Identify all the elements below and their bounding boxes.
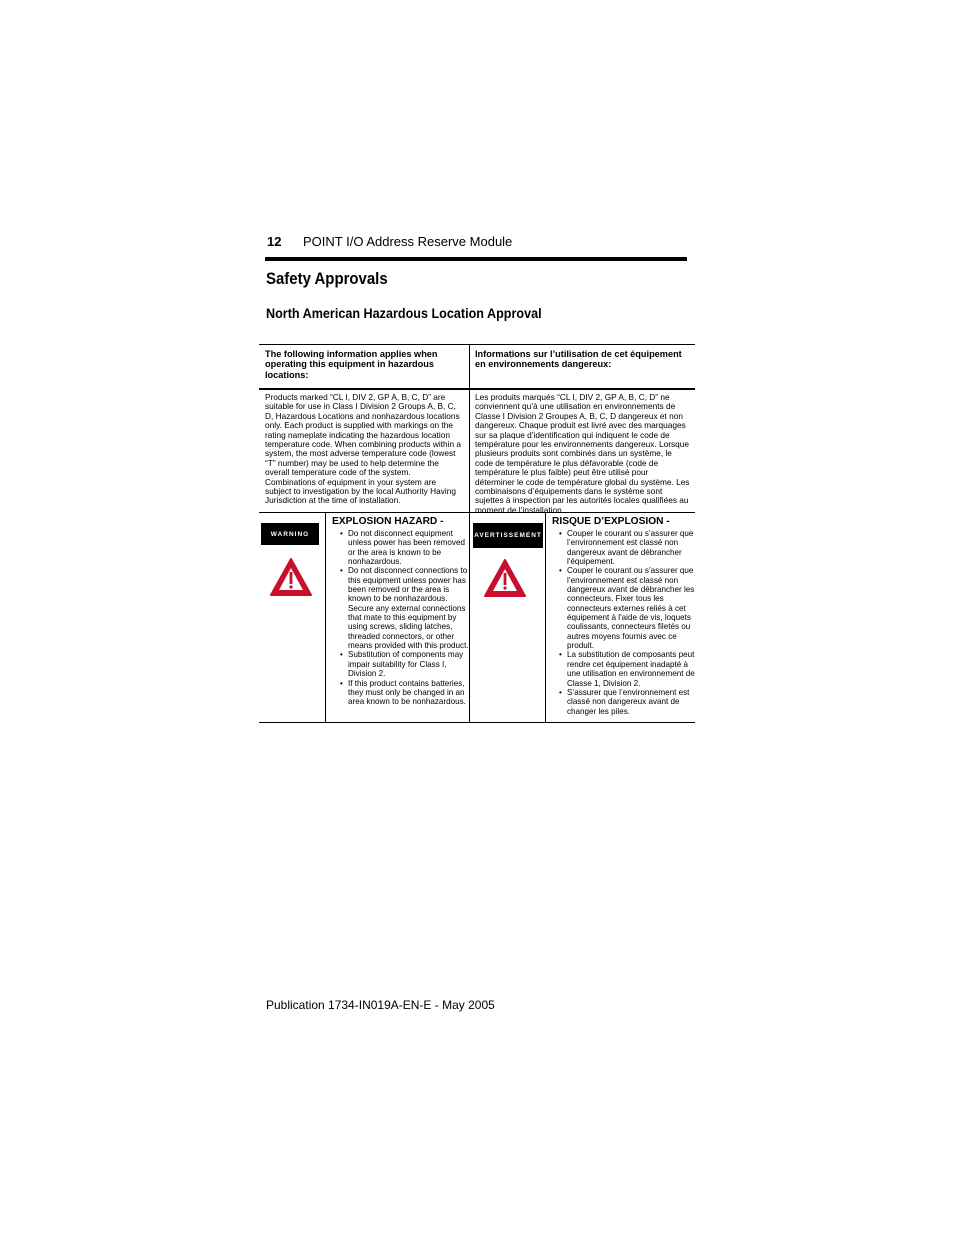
en-hazard-title: EXPLOSION HAZARD - [332, 516, 444, 527]
page-number: 12 [267, 234, 282, 249]
fr-warning-divider [545, 512, 546, 723]
section-title: Safety Approvals [266, 269, 388, 288]
table-heading-rule [259, 388, 695, 390]
header-rule [265, 257, 687, 261]
document-title: POINT I/O Address Reserve Module [303, 234, 513, 249]
list-item: • Do not disconnect connections to this equipment unless power has been removed or the area is known to be nonhazardous. Secure any external connections that mate to this equipment by using screws, sliding latches, threaded connectors, or other means provided with this product. [348, 566, 472, 650]
en-warning-divider [325, 512, 326, 723]
fr-warning-triangle-icon [483, 558, 527, 598]
list-item: • Substitution of components may impair suitability for Class I, Division 2. [348, 650, 472, 678]
publication-footer: Publication 1734-IN019A-EN-E - May 2005 [266, 998, 495, 1012]
fr-hazard-list [559, 529, 699, 716]
list-item: • S’assurer que l’environnement est classé non dangereux avant de changer les piles. [567, 688, 699, 716]
subsection-title: North American Hazardous Location Approval [266, 305, 542, 321]
list-item: • Couper le courant ou s’assurer que l’environnement est classé non dangereux avant de débrancher les connecteurs. Fixer tous les connecteurs externes reliés à cet équipement à l'aide de vis, loquets coulissants, connecteurs filetés ou autres moyens fournis avec ce produit. [567, 566, 699, 650]
list-item: • Do not disconnect equipment unless power has been removed or the area is known to be nonhazardous. [348, 529, 472, 566]
page-header [267, 234, 687, 249]
list-item: • If this product contains batteries, they must only be changed in an area known to be nonhazardous. [348, 679, 472, 707]
fr-body: Les produits marqués “CL I, DIV 2, GP A, B, C, D” ne conviennent qu’à une utilisation en environnements de Classe I Division 2 Groupes A, B, C, D dangereux et non dangereux. Chaque produit est livré avec des marquages sur sa plaque d’identification qui indiquent le code de température pour les environnements dangereux. Lorsque plusieurs produits sont combinés dans un système, le code de température le plus défavorable (code de température le plus faible) peut être utilisé pour déterminer le code de température global du système. Les combinaisons d’équipements dans le système sont sujettes à inspection par les autorités locales qualifiées au moment de l’installation. [475, 392, 690, 515]
list-item: • Couper le courant ou s’assurer que l’environnement est classé non dangereux avant de débrancher l'équipement. [567, 529, 699, 566]
en-heading: The following information applies when operating this equipment in hazardous locations: [265, 349, 438, 380]
fr-heading: Informations sur l’utilisation de cet équipement en environnements dangereux: [475, 349, 682, 370]
en-hazard-list [340, 529, 472, 707]
fr-warning-label: AVERTISSEMENT [473, 523, 543, 548]
table-top-rule [259, 344, 695, 345]
en-warning-triangle-icon [269, 557, 313, 597]
en-body: Products marked “CL I, DIV 2, GP A, B, C, D” are suitable for use in Class I Division 2 Groups A, B, C, D, Hazardous Locations and nonhazardous locations only. Each product is supplied with markings on the rating nameplate indicating the hazardous location temperature code. When combining products within a system, the most adverse temperature code (lowest “T” number) may be used to help determine the overall temperature code of the system. Combinations of equipment in your system are subject to investigation by the local Authority Having Jurisdiction at the time of installation. [265, 392, 462, 506]
fr-hazard-title: RISQUE D’EXPLOSION - [552, 516, 670, 527]
list-item: • La substitution de composants peut rendre cet équipement inadapté à une utilisation en environnement de Classe 1, Division 2. [567, 650, 699, 687]
en-warning-label: WARNING [261, 523, 319, 545]
